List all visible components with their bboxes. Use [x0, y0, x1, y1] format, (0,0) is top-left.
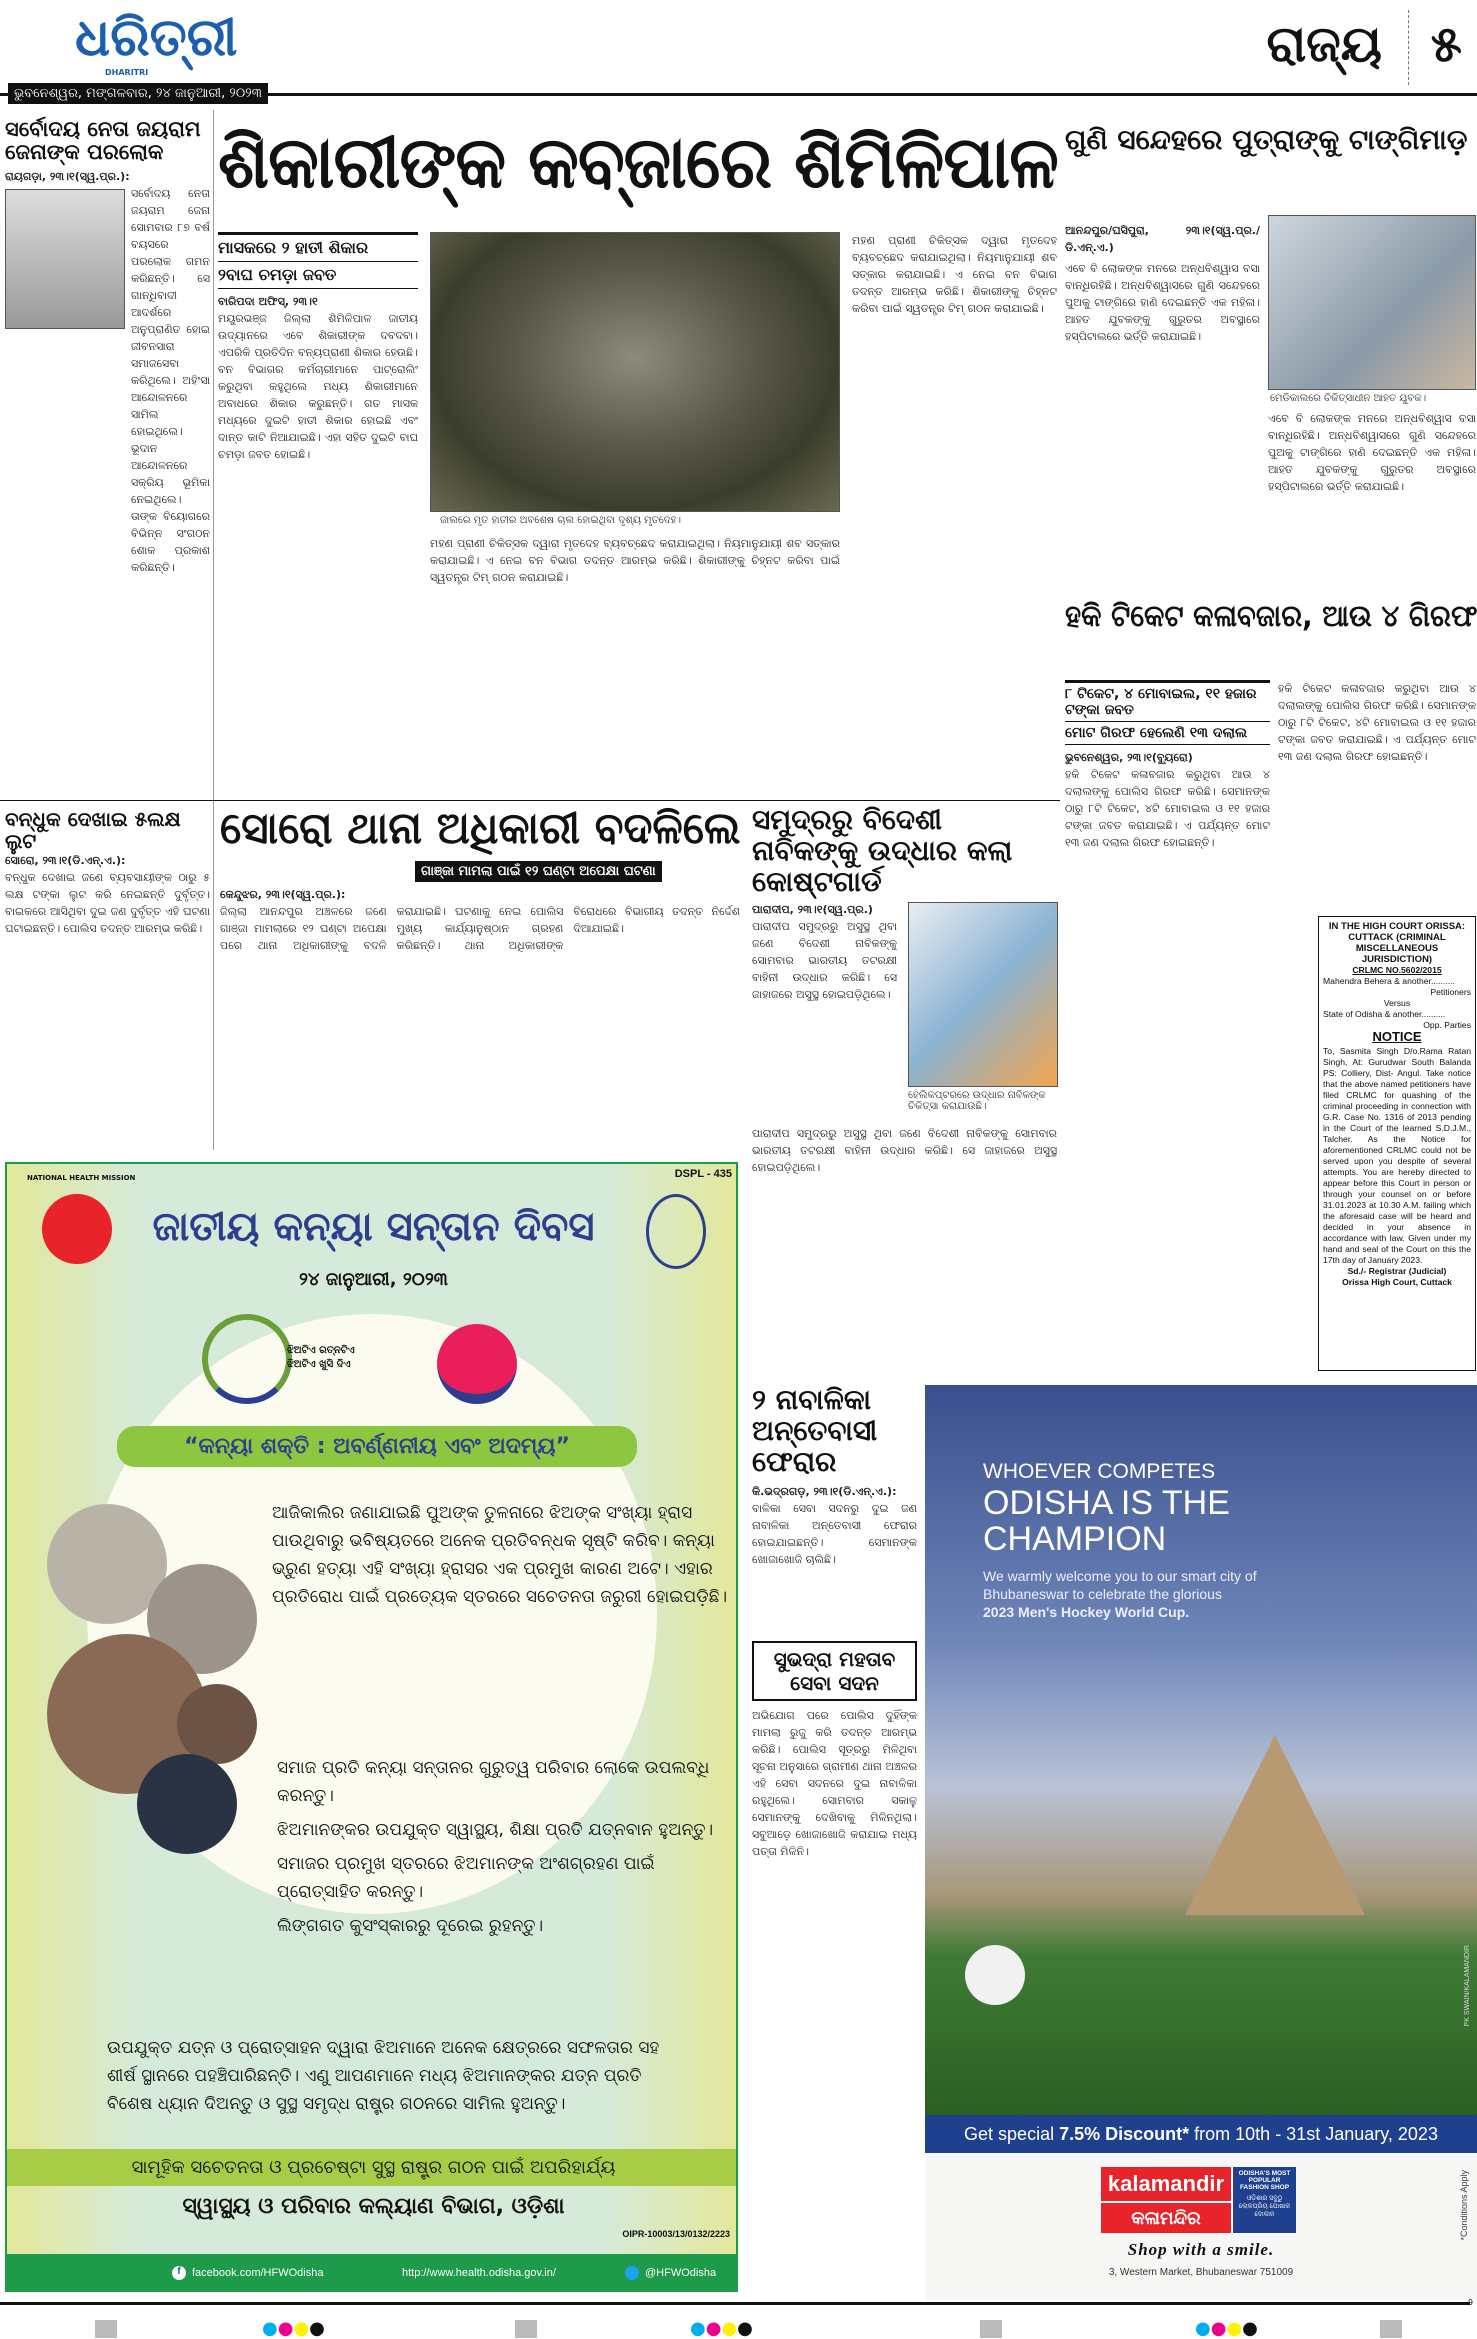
section-name: ରାଜ୍ୟ	[1266, 15, 1382, 73]
kalamandir-badge: ODISHA'S MOST POPULAR FASHION SHOP ଓଡ଼ିଶାର ସବୁଠୁ ଲୋକପ୍ରିୟ ପୋଷାକ ଦୋକାନ	[1233, 2167, 1296, 2233]
dateline: ଭୁବନେଶ୍ୱର, ମଙ୍ଗଳବାର, ୨୪ ଜାନୁଆରୀ, ୨୦୨୩	[8, 83, 268, 104]
beti-logo	[437, 1324, 517, 1404]
hockey-ball-icon	[965, 1945, 1025, 2005]
twitter-icon	[625, 2266, 639, 2280]
women-achievers-photos	[27, 1504, 257, 1954]
logo: ଧରିତ୍ରୀ DHARITRI	[75, 8, 238, 77]
lead-subheads: ମାସକରେ ୨ ହାତୀ ଶିକାର ୨ବାଘ ଚମଡ଼ା ଜବତ ବାରିପଦା ଅଫିସ୍, ୨୩।୧ ମୟୂରଭଞ୍ଜ ଜିଲ୍ଲା ଶିମିଳିପାଳ ଜାତୀୟ ଉଦ୍ୟାନରେ ଏବେ ଶିକାରୀଙ୍କ ଦବଦବା। ଏପରିକି ପ୍ରତିଦିନ ବନ୍ୟପ୍ରାଣୀ ଶିକାର ହେଉଛି। ବନ ବିଭାଗର କର୍ମଚାରୀମାନେ ପାଟ୍ରୋଲିଂ କରୁଥିବା କହୁଥିଲେ ମଧ୍ୟ ଶିକାରୀମାନେ ଅବାଧରେ ଶିକାର କରୁଛନ୍ତି। ଗତ ମାସକ ମଧ୍ୟରେ ଦୁଇଟି ହାତୀ ଶିକାର ହୋଇଛି ଏବଂ ଦାନ୍ତ କାଟି ନିଆଯାଇଛି। ଏହା ସହିତ ଦୁଇଟି ବାଘ ଚମଡ଼ା ଜବତ ହୋଇଛି।	[218, 232, 418, 780]
court-notice: IN THE HIGH COURT ORISSA: CUTTACK (CRIMINAL MISCELLANEOUS JURISDICTION) CRLMC NO.5602/2015 Mahendra Behera & another.......... Petitioners Versus State of Odisha & another.......... Opp. Parties NOTICE To, Sasmita Singh D/o.Rama Ratan Singh, At: Gurudwar South Balanda PS: Colliery, Dist- Angul. Take notice that the above named petitioners have filed CRLMC for quashing of the criminal proceeding in connection with G.R. Case No. 1316 of 2013 pending in the Court of the learned S.D.J.M., Talcher. As the Notice for aforementioned CRLMC could not be served upon you despite of several attempts. You are hereby directed to appear before this Court in person or through your counsel on or before 31.01.2023 at 10.30 A.M. failing which the aforesaid case will be heard and decided in your absence in accordance with law. Given under my hand and seal of the Court on this the 17th day of January 2023. Sd./- Registrar (Judicial) Orissa High Court, Cuttack	[1318, 916, 1476, 1371]
obituary-photo	[5, 189, 125, 329]
injured-youth-photo	[1268, 215, 1476, 390]
facebook-icon: f	[172, 2266, 186, 2280]
girl-child-logo	[202, 1314, 292, 1404]
website-link[interactable]: http://www.health.odisha.gov.in/	[402, 2267, 556, 2279]
health-ad-bullets: ସମାଜ ପ୍ରତି କନ୍ୟା ସନ୍ତାନର ଗୁରୁତ୍ୱ ପରିବାର ଲୋକେ ଉପଲବ୍ଧି କରନ୍ତୁ। ଝିଅମାନଙ୍କର ଉପଯୁକ୍ତ ସ୍ୱାସ୍ଥ୍ୟ, ଶିକ୍ଷା ପ୍ରତି ଯତ୍ନବାନ ହୁଅନ୍ତୁ। ସମାଜର ପ୍ରମୁଖ ସ୍ତରରେ ଝିଅମାନଙ୍କ ଅଂଶଗ୍ରହଣ ପାଇଁ ପ୍ରୋତ୍ସାହିତ କରନ୍ତୁ। ଲିଙ୍ଗଗତ କୁସଂସ୍କାରରୁ ଦୂରେଇ ରୁହନ୍ତୁ।	[277, 1758, 714, 1936]
discount-banner: Get special 7.5% Discount* from 10th - 31st January, 2023	[925, 2115, 1477, 2153]
lead-headline: ଶିକାରୀଙ୍କ କବ୍ଜାରେ ଶିମିଳିପାଳ	[218, 120, 1058, 204]
temple-illustration	[1185, 1735, 1365, 1915]
facebook-link[interactable]: facebook.com/HFWOdisha	[192, 2267, 324, 2279]
seva-sadan-box: ସୁଭଦ୍ରା ମହତାବ ସେବା ସଦନ	[752, 1641, 917, 1701]
masthead	[0, 0, 1477, 100]
elephant-carcass-photo	[430, 232, 840, 512]
page-number: ୫	[1430, 15, 1462, 73]
hockey-ticket-headline: ହକି ଟିକେଟ କଳାବଜାର, ଆଉ ୪ ଗିରଫ	[1065, 599, 1477, 634]
cmyk-dots: ●●●●	[262, 2318, 325, 2339]
kalamandir-ad: WHOEVER COMPETES ODISHA IS THE CHAMPION We warmly welcome you to our smart city of Bhubaneswar to celebrate the glorious 2023 Men's Hockey World Cup. PK SWAIN/KALAMANDIR Get special 7.5% Discount* from 10th - 31st January, 2023 kalamandir କଳାମନ୍ଦିର ODISHA'S MOST POPULAR FASHION SHOP ଓଡ଼ିଶାର ସବୁଠୁ ଲୋକପ୍ରିୟ ପୋଷାକ ଦୋକାନ Shop with a smile. 3, Western Market, Bhubaneswar 751009 *Conditions Apply	[925, 1385, 1477, 2300]
story-soro: ସୋରୋ ଥାନା ଅଧିକାରୀ ବଦଳିଲେ ଗାଞ୍ଜା ମାମଲା ପାଇଁ ୧୨ ଘଣ୍ଟା ଅପେକ୍ଷା ଘଟଣା କେନ୍ଦୁଝର, ୨୩।୧(ସ୍ୱ.ପ୍ର.): ଜିଲ୍ଲା ଆନନ୍ଦପୁର ଅଞ୍ଚଳରେ ଜଣେ ଗାଞ୍ଜା ମାମଲାରେ ୧୨ ଘଣ୍ଟା ଅପେକ୍ଷା ପରେ ଥାନା ଅଧିକାରୀଙ୍କୁ ବଦଳି କରାଯାଇଛି। ଘଟଣାକୁ ନେଇ ପୋଲିସ ମୁଖ୍ୟ କାର୍ଯ୍ୟାନୁଷ୍ଠାନ ଗ୍ରହଣ କରିଛନ୍ତି। ଥାନା ଅଧିକାରୀଙ୍କ ବିରୋଧରେ ବିଭାଗୀୟ ତଦନ୍ତ ନିର୍ଦ୍ଦେଶ ଦିଆଯାଇଛି।	[220, 803, 741, 952]
registration-marks: ●●●● ●●●● ●●●●	[0, 2318, 1477, 2338]
story-loot: ବନ୍ଧୁକ ଦେଖାଇ ୫ଲକ୍ଷ ଲୁଟ ସୋରୋ, ୨୩।୧(ଡି.ଏନ୍.ଏ.): ବନ୍ଧୁକ ଦେଖାଇ ଜଣେ ବ୍ୟବସାୟୀଙ୍କ ଠାରୁ ୫ ଲକ୍ଷ ଟଙ୍କା ଲୁଟ କରି ନେଇଛନ୍ତି ଦୁର୍ବୃତ୍ତ। ବାଇକରେ ଆସିଥିବା ଦୁଇ ଜଣ ଦୁର୍ବୃତ୍ତ ଏହି ଘଟଣା ଘଟାଇଛନ୍ତି। ପୋଲିସ ତଦନ୍ତ ଆରମ୍ଭ କରିଛି।	[5, 807, 210, 935]
story-runaway: ୨ ନାବାଳିକା ଅନ୍ତେବାସୀ ଫେରାର କି.ଭଦ୍ରଗଡ଼, ୨୩।୧(ଡି.ଏନ୍.ଏ.): ବାଳିକା ସେବା ସଦନରୁ ଦୁଇ ଜଣ ନାବାଳିକା ଅନ୍ତେବାସୀ ଫେରାର ହୋଇଯାଇଛନ୍ତି। ସେମାନଙ୍କ ଖୋଜାଖୋଜି ଚାଲିଛି। ସୁଭଦ୍ରା ମହତାବ ସେବା ସଦନ ଅଭିଯୋଗ ପରେ ପୋଲିସ ଦୁହିଁଙ୍କ ମାମଲା ରୁଜୁ କରି ତଦନ୍ତ ଆରମ୍ଭ କରିଛି। ପୋଲିସ ସୂତ୍ରରୁ ମିଳିଥିବା ସୂଚନା ଅନୁସାରେ ଗ୍ରାମୀଣ ଥାନା ଅଞ୍ଚଳର ଏହି ସେବା ସଦନରେ ଦୁଇ ନାବାଳିକା ରହୁଥିଲେ। ସୋମବାର ସକାଳୁ ସେମାନଙ୍କୁ ଦେଖିବାକୁ ମିଳିନଥିଲା। ସବୁଆଡ଼େ ଖୋଜାଖୋଜି କରାଯାଇ ମଧ୍ୟ ପତ୍ତା ମିଳିନି।	[752, 1383, 917, 1859]
story-obituary: ସର୍ବୋଦୟ ନେତା ଜୟରାମ ଜେନାଙ୍କ ପରଲୋକ ରାୟଗଡ଼ା, ୨୩।୧(ସ୍ୱ.ପ୍ର.): ସର୍ବୋଦୟ ନେତା ଜୟରାମ ଜେନା ସୋମବାର ୮୭ ବର୍ଷ ବୟସରେ ପରଲୋକ ଗମନ କରିଛନ୍ତି। ସେ ଗାନ୍ଧିବାଦୀ ଆଦର୍ଶରେ ଅନୁପ୍ରାଣିତ ହୋଇ ଜୀବନସାରା ସମାଜସେବା କରିଥିଲେ। ଅହିଂସା ଆନ୍ଦୋଳନରେ ସାମିଲ ହୋଇଥିଲେ। ଭୂଦାନ ଆନ୍ଦୋଳନରେ ସକ୍ରିୟ ଭୂମିକା ନେଇଥିଲେ। ତାଙ୍କ ବିୟୋଗରେ ବିଭିନ୍ନ ସଂଗଠନ ଶୋକ ପ୍ରକାଶ କରିଛନ୍ତି।	[5, 117, 210, 575]
twitter-link[interactable]: @HFWOdisha	[645, 2267, 717, 2279]
kalamandir-logo: kalamandir କଳାମନ୍ଦିର	[1101, 2167, 1231, 2233]
rescue-photo	[908, 902, 1058, 1087]
health-ad: DSPL - 435 NATIONAL HEALTH MISSION ଜାତୀୟ କନ୍ୟା ସନ୍ତାନ ଦିବସ ୨୪ ଜାନୁଆରୀ, ୨୦୨୩ ଝିଅଟିଏ ରତ୍ନଟିଏ ଝିଅଟିଏ ଖୁସି ଦିଏ “କନ୍ୟା ଶକ୍ତି : ଅବର୍ଣ୍ଣନୀୟ ଏବଂ ଅଦମ୍ୟ” ଆଜିକାଲିର ଜଣାଯାଇଛି ପୁଅଙ୍କ ତୁଳନାରେ ଝିଅଙ୍କ ସଂଖ୍ୟା ହ୍ରାସ ପାଉଥିବାରୁ ଭବିଷ୍ୟତରେ ଅନେକ ପ୍ରତିବନ୍ଧକ ସୃଷ୍ଟି କରିବ। କନ୍ୟା ଭ୍ରୁଣ ହତ୍ୟା ଏହି ସଂଖ୍ୟା ହ୍ରାସର ଏକ ପ୍ରମୁଖ କାରଣ ଅଟେ। ଏହାର ପ୍ରତିରୋଧ ପାଇଁ ପ୍ରତ୍ୟେକ ସ୍ତରରେ ସଚେତନତା ଜରୁରୀ ହୋଇପଡ଼ିଛି। ସମାଜ ପ୍ରତି କନ୍ୟା ସନ୍ତାନର ଗୁରୁତ୍ୱ ପରିବାର ଲୋକେ ଉପଲବ୍ଧି କରନ୍ତୁ। ଝିଅମାନଙ୍କର ଉପଯୁକ୍ତ ସ୍ୱାସ୍ଥ୍ୟ, ଶିକ୍ଷା ପ୍ରତି ଯତ୍ନବାନ ହୁଅନ୍ତୁ। ସମାଜର ପ୍ରମୁଖ ସ୍ତରରେ ଝିଅମାନଙ୍କ ଅଂଶଗ୍ରହଣ ପାଇଁ ପ୍ରୋତ୍ସାହିତ କରନ୍ତୁ। ଲିଙ୍ଗଗତ କୁସଂସ୍କାରରୁ ଦୂରେଇ ରୁହନ୍ତୁ। ଉପଯୁକ୍ତ ଯତ୍ନ ଓ ପ୍ରୋତ୍ସାହନ ଦ୍ୱାରା ଝିଅମାନେ ଅନେକ କ୍ଷେତ୍ରରେ ସଫଳତାର ସହ ଶୀର୍ଷ ସ୍ଥାନରେ ପହଞ୍ଚିପାରିଛନ୍ତି। ଏଣୁ ଆପଣମାନେ ମଧ୍ୟ ଝିଅମାନଙ୍କର ଯତ୍ନ ପ୍ରତି ବିଶେଷ ଧ୍ୟାନ ଦିଅନ୍ତୁ ଓ ସୁସ୍ଥ ସମୃଦ୍ଧ ରାଷ୍ଟ୍ର ଗଠନରେ ସାମିଲ ହୁଅନ୍ତୁ। ସାମୂହିକ ସଚେତନତା ଓ ପ୍ରଚେଷ୍ଟା ସୁସ୍ଥ ରାଷ୍ଟ୍ର ଗଠନ ପାଇଁ ଅପରିହାର୍ଯ୍ୟ ସ୍ୱାସ୍ଥ୍ୟ ଓ ପରିବାର କଲ୍ୟାଣ ବିଭାଗ, ଓଡ଼ିଶା OIPR-10003/13/0132/2223 f facebook.com/HFWOdisha http://www.health.odisha.gov.in/ @HFWOdisha	[5, 1162, 738, 2292]
health-ad-social-bar	[7, 2254, 738, 2292]
story-coastguard: ସମୁଦ୍ରରୁ ବିଦେଶୀ ନାବିକଙ୍କୁ ଉଦ୍ଧାର କଲା କୋଷ୍ଟଗାର୍ଡ ପାରାଦୀପ, ୨୩।୧(ସ୍ୱ.ପ୍ର.) ପାରାଦୀପ ସମୁଦ୍ରରୁ ଅସୁସ୍ଥ ଥିବା ଜଣେ ବିଦେଶୀ ନାବିକଙ୍କୁ ସୋମବାର ଭାରତୀୟ ତଟରକ୍ଷୀ ବାହିନୀ ଉଦ୍ଧାର କରିଛି। ସେ ଜାହାଜରେ ଅସୁସ୍ଥ ହୋଇପଡ଼ିଥିଲେ।	[752, 803, 1013, 1002]
